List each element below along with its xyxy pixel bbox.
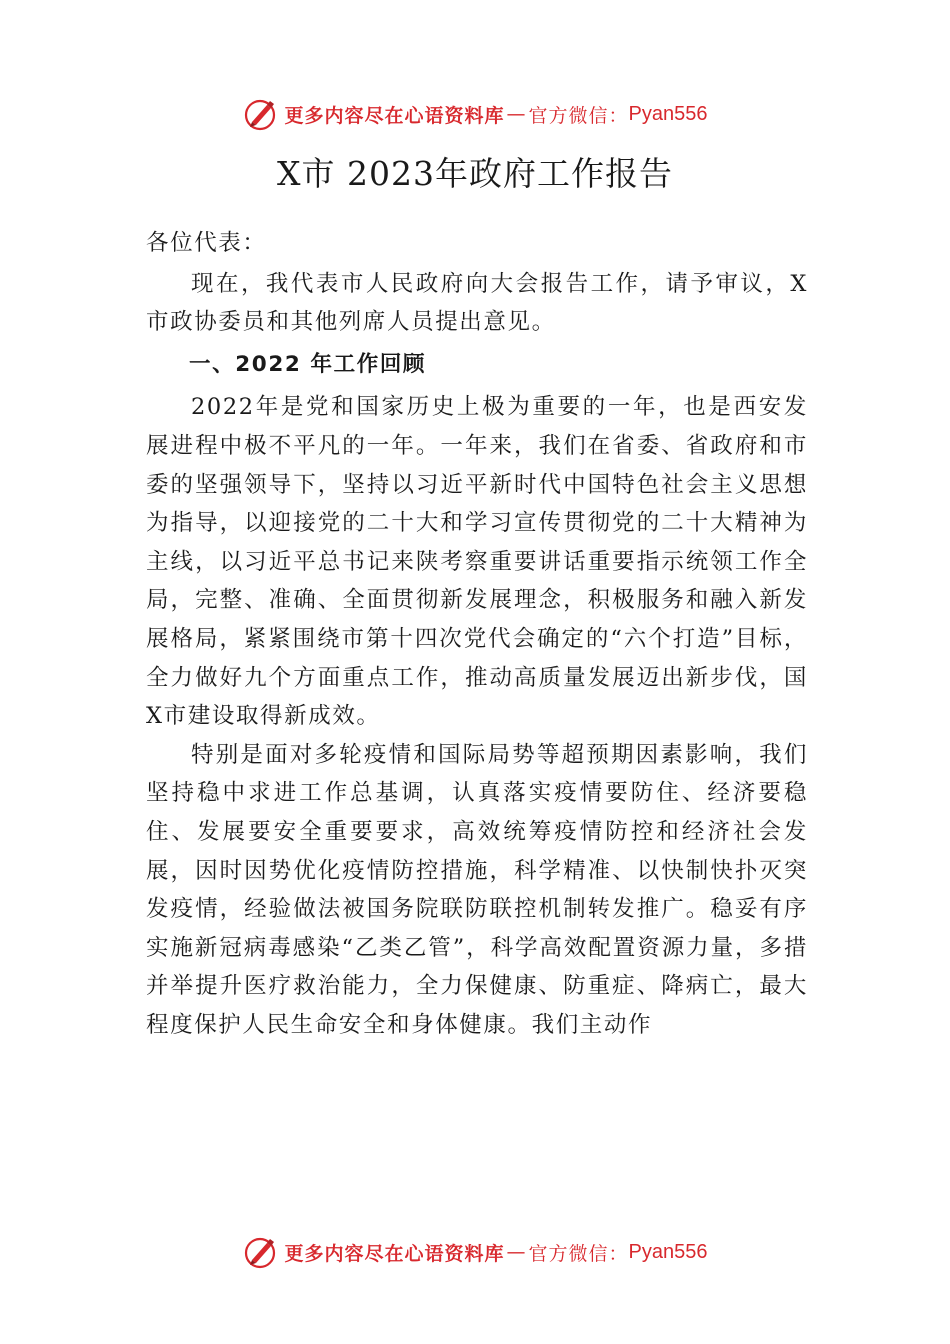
banner-separator: — — [506, 1241, 527, 1263]
wechat-label: 官方微信： — [528, 1242, 629, 1265]
review-paragraph-1: 2022年是党和国家历史上极为重要的一年，也是西安发展进程中极不平凡的一年。一年来，我们在省委、省政府和市委的坚强领导下，坚持以习近平新时代中国特色社会主义思想为指导，以迎接党的二十大和学习宣传贯彻党的二十大精神为主线，以习近平总书记来陕考察重要讲话重要指示统领工作全局，完整、准确、全面贯彻新发展理念，积极服务和融入新发展格局，紧紧围绕市第十四次党代会确定的“六个打造”目标，全力做好九个方面重点工作，推动高质量发展迈出新步伐，国X市建设取得新成效。 — [146, 394, 808, 730]
library-brand-text: 更多内容尽在心语资料库 — [284, 104, 505, 127]
pen-logo-icon — [243, 1234, 279, 1270]
wechat-label: 官方微信： — [528, 104, 629, 127]
wechat-id: Pyan556 — [628, 1240, 708, 1263]
header-watermark-banner — [0, 94, 950, 134]
banner-separator: — — [506, 103, 527, 125]
library-brand-text: 更多内容尽在心语资料库 — [284, 1242, 505, 1265]
pen-logo-icon — [243, 96, 279, 132]
footer-watermark-banner — [0, 1232, 950, 1272]
section-heading: 一、2022 年工作回顾 — [189, 351, 427, 377]
review-paragraph-2: 特别是面对多轮疫情和国际局势等超预期因素影响，我们坚持稳中求进工作总基调，认真落实疫情要防住、经济要稳住、发展要安全重要要求，高效统筹疫情防控和经济社会发展，因时因势优化疫情防控措施，科学精准、以快制快扑灭突发疫情，经验做法被国务院联防联控机制转发推广。稳妥有序实施新冠病毒感染“乙类乙管”，科学高效配置资源力量，多措并举提升医疗救治能力，全力保健康、防重症、降病亡，最大程度保护人民生命安全和身体健康。我们主动作 — [146, 741, 808, 1038]
document-body — [146, 224, 808, 1044]
intro-paragraph: 现在，我代表市人民政府向大会报告工作，请予审议，X市政协委员和其他列席人员提出意见。 — [146, 270, 808, 336]
wechat-id: Pyan556 — [628, 102, 708, 125]
salutation: 各位代表： — [146, 230, 267, 256]
document-title: X市 2023年政府工作报告 — [277, 154, 673, 193]
